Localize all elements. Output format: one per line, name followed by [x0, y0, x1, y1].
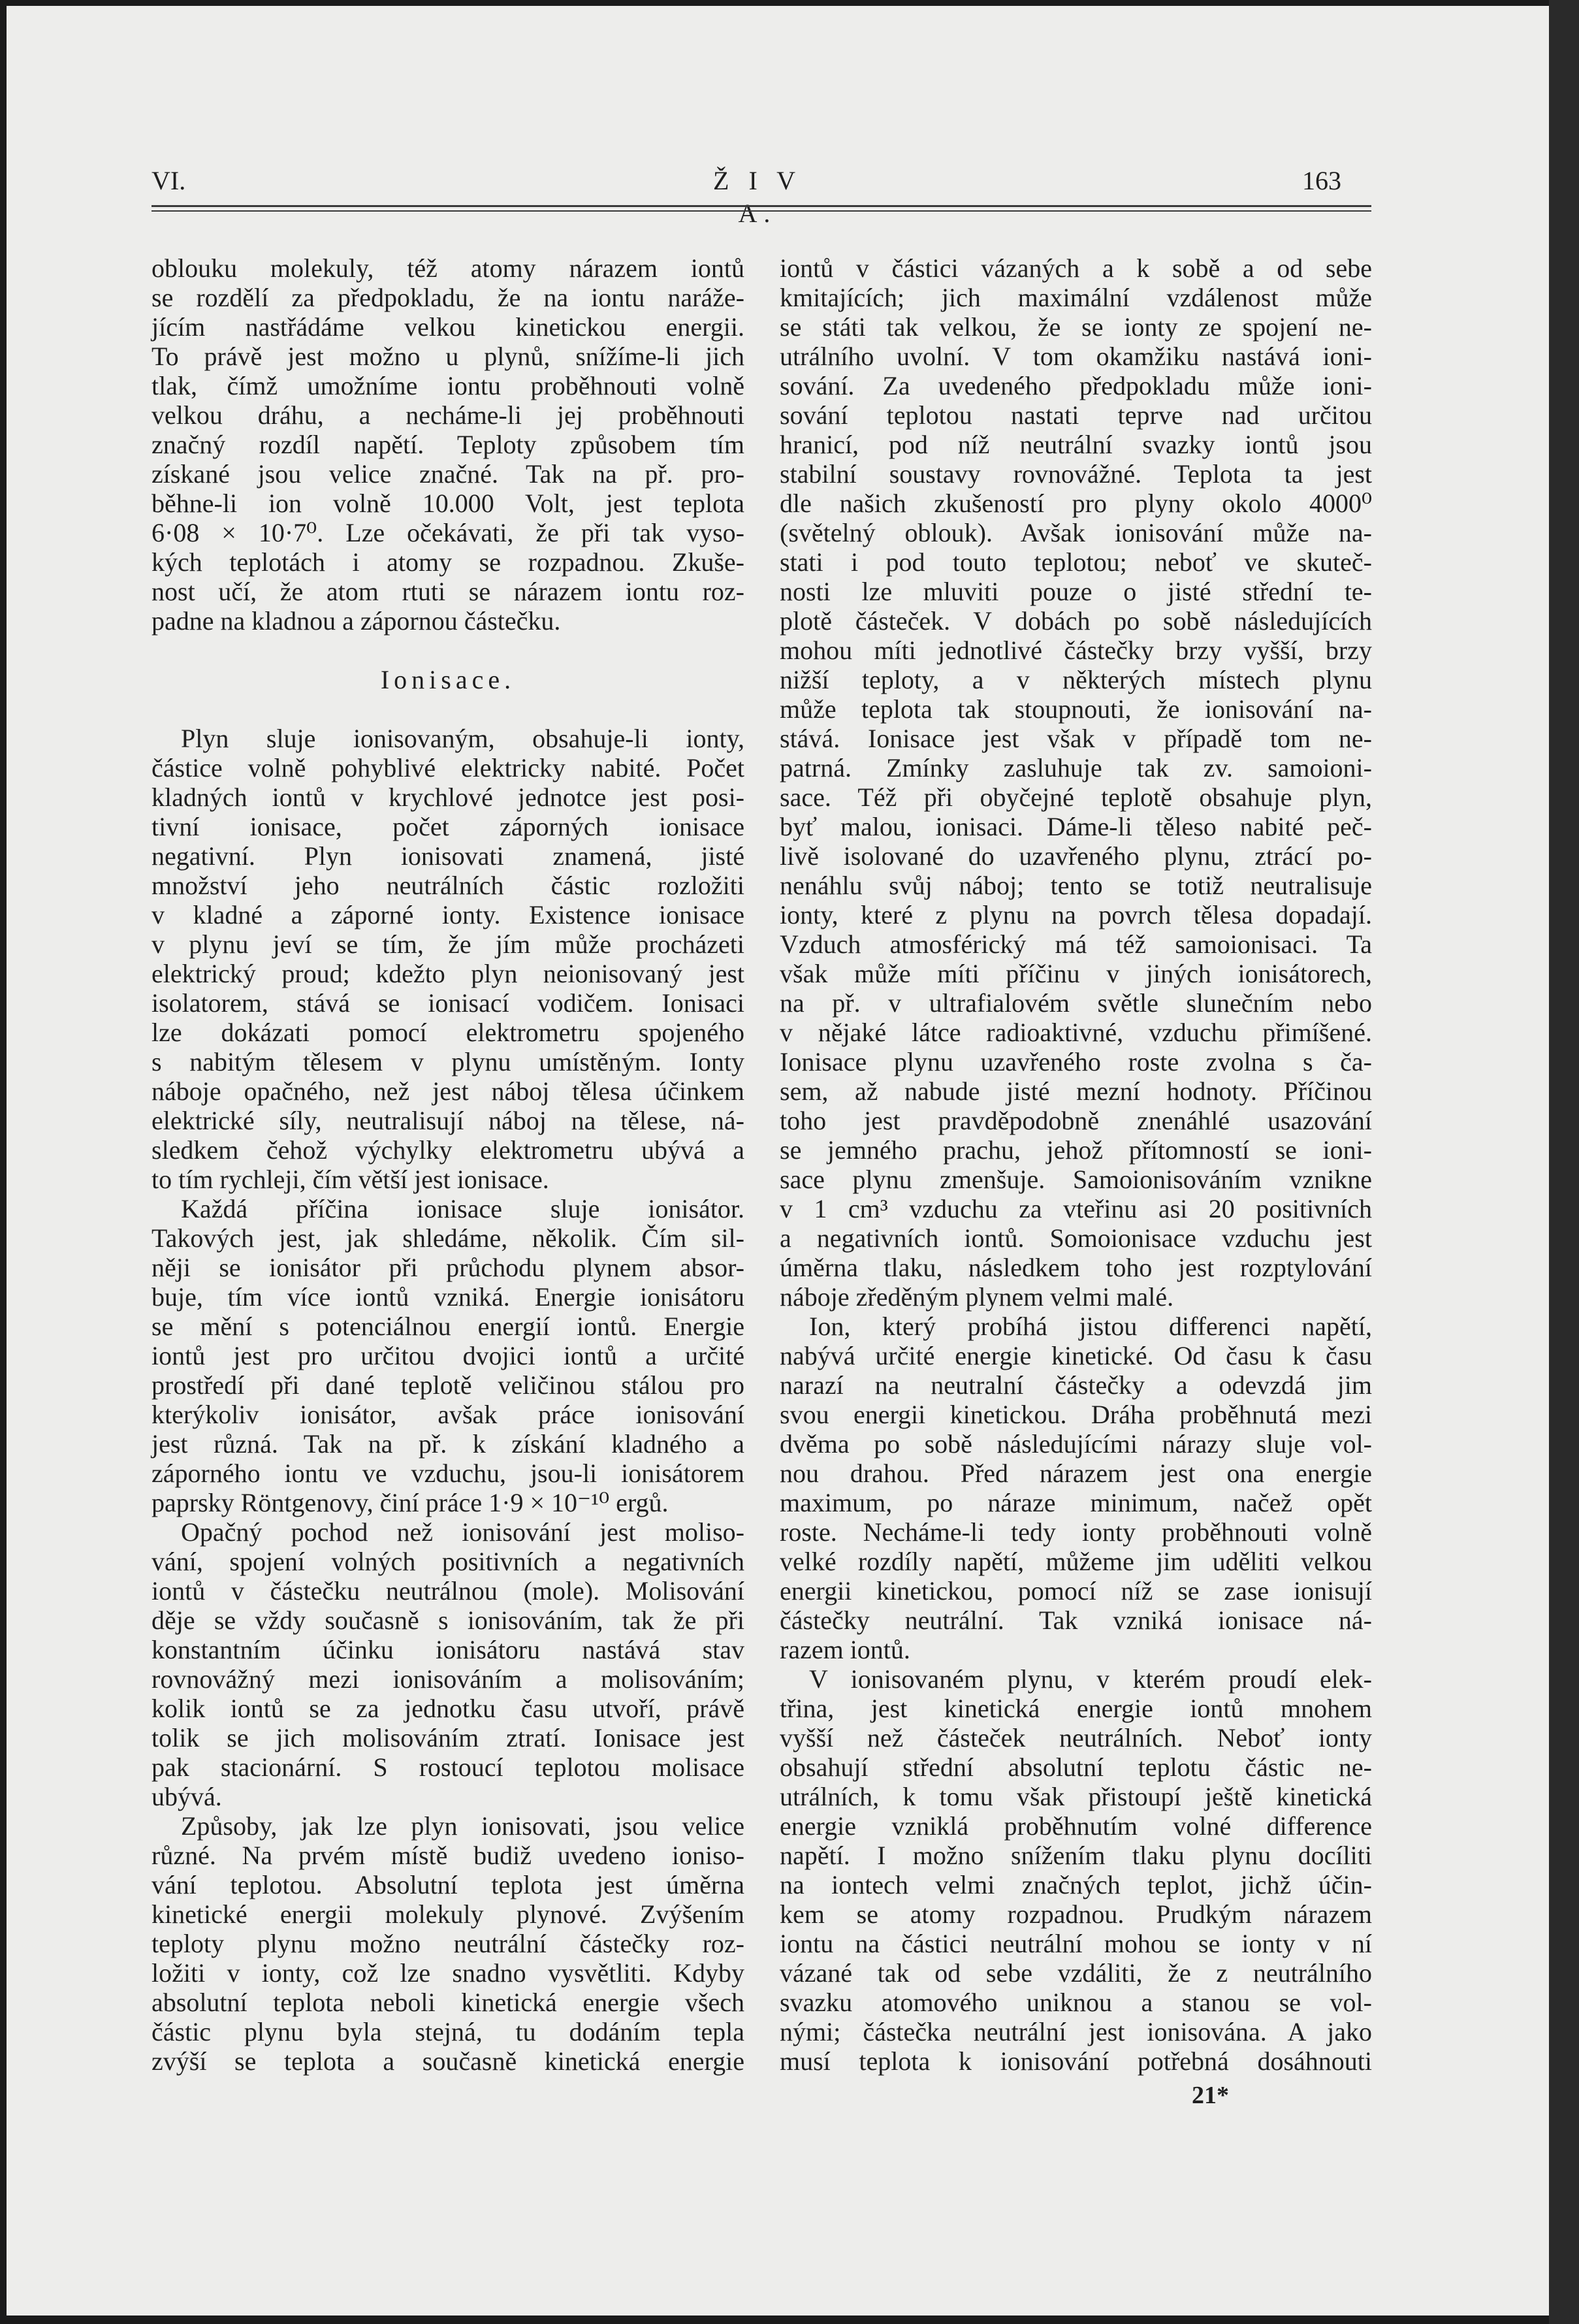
- text-line: Plyn sluje ionisovaným, obsahuje-li ionty,: [181, 724, 744, 753]
- paragraph: [152, 724, 744, 1194]
- section-heading-block: [152, 636, 744, 724]
- text-line: v kladné a záporné ionty. Existence ionisace: [152, 900, 744, 929]
- text-line: V ionisovaném plynu, v kterém proudí elek-: [809, 1664, 1372, 1694]
- text-line: jest různá. Tak na př. k získání kladného a: [152, 1429, 744, 1459]
- text-line: kem se atomy rozpadnou. Prudkým nárazem: [780, 1899, 1372, 1929]
- text-line: vání teplotou. Absolutní teplota jest úměrna: [152, 1870, 744, 1899]
- text-line: iontů v částici vázaných a k sobě a od sebe: [780, 253, 1372, 283]
- text-line: sace plynu zmenšuje. Samoionisováním vznikne: [780, 1165, 1372, 1194]
- text-line: utrálního uvolní. V tom okamžiku nastává ioni-: [780, 342, 1372, 371]
- text-line: (světelný oblouk). Avšak ionisování může na-: [780, 518, 1372, 547]
- text-line: ionty, které z plynu na povrch tělesa dopadají.: [780, 900, 1372, 929]
- text-line: 6·08 × 10·7⁰. Lze očekávati, že při tak vyso-: [152, 518, 744, 547]
- text-line: kých teplotách i atomy se rozpadnou. Zkuše-: [152, 547, 744, 577]
- right-column: [780, 253, 1372, 2076]
- text-line: zvýší se teplota a současně kinetická energie: [152, 2046, 744, 2076]
- text-line: isolatorem, stává se ionisací vodičem. Ionisaci: [152, 988, 744, 1018]
- page-number: 163: [1302, 166, 1341, 195]
- text-line: oblouku molekuly, též atomy nárazem iontů: [152, 253, 744, 283]
- paragraph: [780, 1312, 1372, 1664]
- text-line: sledkem čehož výchylky elektrometru ubývá a: [152, 1135, 744, 1165]
- text-line: nosti lze mluviti pouze o jisté střední te-: [780, 577, 1372, 606]
- text-line: tivní ionisace, počet záporných ionisace: [152, 812, 744, 841]
- text-line: třina, jest kinetická energie iontů mnohem: [780, 1694, 1372, 1723]
- text-line: stati i pod touto teplotou; neboť ve skuteč-: [780, 547, 1372, 577]
- text-line: ložiti v ionty, což lze snadno vysvětliti. Kdyby: [152, 1958, 744, 1988]
- text-line: energie vzniklá proběhnutím volné difference: [780, 1811, 1372, 1841]
- text-line: patrná. Zmínky zasluhuje tak zv. samoioni-: [780, 753, 1372, 783]
- section-heading: Ionisace.: [380, 665, 516, 694]
- text-line: tlak, čímž umožníme iontu proběhnouti volně: [152, 371, 744, 400]
- text-line: jícím nastřádáme velkou kinetickou energii.: [152, 312, 744, 342]
- text-line: tolik se jich molisováním ztratí. Ionisace jest: [152, 1723, 744, 1752]
- text-line: nenáhlu svůj náboj; tento se totiž neutralisuje: [780, 871, 1372, 900]
- text-line: energii kinetickou, pomocí níž se zase ionisují: [780, 1576, 1372, 1606]
- text-line: narazí na neutralní částečky a odevzdá jim: [780, 1370, 1372, 1400]
- text-line: stává. Ionisace jest však v případě tom ne-: [780, 724, 1372, 753]
- text-line: se rozdělí za předpokladu, že na iontu naráže-: [152, 283, 744, 312]
- left-column: [152, 253, 744, 2076]
- text-line: svou energii kinetickou. Dráha proběhnutá mezi: [780, 1400, 1372, 1429]
- paragraph: [152, 1194, 744, 1517]
- text-line: v nějaké látce radioaktivné, vzduchu přimíšené.: [780, 1018, 1372, 1047]
- text-line: kinetické energii molekuly plynové. Zvýšením: [152, 1899, 744, 1929]
- text-line: To právě jest možno u plynů, snížíme-li jich: [152, 342, 744, 371]
- text-line: částečky neutrální. Tak vzniká ionisace ná-: [780, 1606, 1372, 1635]
- text-line: sace. Též při obyčejné teplotě obsahuje plyn,: [780, 783, 1372, 812]
- text-line: v 1 cm³ vzduchu za vteřinu asi 20 positivních: [780, 1194, 1372, 1223]
- text-line: utrálních, k tomu však přistoupí ještě kinetická: [780, 1782, 1372, 1811]
- header-rule-top: [152, 205, 1371, 207]
- text-line: děje se vždy současně s ionisováním, tak že při: [152, 1606, 744, 1635]
- text-line: úměrna tlaku, následkem toho jest rozptylování: [780, 1253, 1372, 1282]
- text-line: napětí. I možno snížením tlaku plynu docíliti: [780, 1841, 1372, 1870]
- text-line: roste. Necháme-li tedy ionty proběhnouti volně: [780, 1517, 1372, 1547]
- text-line: se jemného prachu, jehož přítomností se ioni-: [780, 1135, 1372, 1165]
- text-line: částice volně pohyblivé elektricky nabité. Počet: [152, 753, 744, 783]
- paragraph: [152, 253, 744, 636]
- text-line: toho jest pravděpodobně znenáhlé usazování: [780, 1106, 1372, 1135]
- paragraph: [780, 1664, 1372, 2076]
- journal-title: Ž I V A.: [713, 166, 802, 228]
- text-line: velkou dráhu, a necháme-li jej proběhnouti: [152, 400, 744, 430]
- text-line: vázané tak od sebe vzdáliti, že z neutrálního: [780, 1958, 1372, 1988]
- text-line: vání, spojení volných positivních a negativních: [152, 1547, 744, 1576]
- scan-edge: [1549, 0, 1579, 2324]
- text-line: byť malou, ionisaci. Dáme-li těleso nabité peč-: [780, 812, 1372, 841]
- text-line: livě isolované do uzavřeného plynu, ztrácí po-: [780, 841, 1372, 871]
- text-line: různé. Na prvém místě budiž uvedeno ioniso-: [152, 1841, 744, 1870]
- text-line: absolutní teplota neboli kinetická energie všech: [152, 1988, 744, 2017]
- text-line: částic plynu byla stejná, tu dodáním tepla: [152, 2017, 744, 2046]
- text-line: kmitajících; jich maximální vzdálenost může: [780, 283, 1372, 312]
- text-line: lze dokázati pomocí elektrometru spojeného: [152, 1018, 744, 1047]
- text-line: dvěma po sobě následujícími nárazy sluje vol-: [780, 1429, 1372, 1459]
- paragraph: [780, 253, 1372, 1312]
- text-line: elektrický proud; kdežto plyn neionisovaný jest: [152, 959, 744, 988]
- volume-number: VI.: [152, 166, 186, 195]
- text-line: svazku atomového uniknou a stanou se vol-: [780, 1988, 1372, 2017]
- text-line: na př. v ultrafialovém světle slunečním nebo: [780, 988, 1372, 1018]
- text-line: mohou míti jednotlivé částečky brzy vyšší, brzy: [780, 636, 1372, 665]
- text-line: nižší teploty, a v některých místech plynu: [780, 665, 1372, 694]
- text-line: maximum, po náraze minimum, načež opět: [780, 1488, 1372, 1517]
- text-line: nost učí, že atom rtuti se nárazem iontu roz-: [152, 577, 744, 606]
- text-line: teploty plynu možno neutrální částečky roz-: [152, 1929, 744, 1958]
- text-line: sování teplotou nastati teprve nad určitou: [780, 400, 1372, 430]
- text-line: to tím rychleji, čím větší jest ionisace.: [152, 1165, 549, 1194]
- text-line: kterýkoliv ionisátor, avšak práce ionisování: [152, 1400, 744, 1429]
- text-line: buje, tím více iontů vzniká. Energie ionisátoru: [152, 1282, 744, 1312]
- text-line: obsahují střední absolutní teplotu částic ne-: [780, 1752, 1372, 1782]
- text-line: a negativních iontů. Somoionisace vzduchu jest: [780, 1223, 1372, 1253]
- text-line: Každá příčina ionisace sluje ionisátor.: [181, 1194, 744, 1223]
- text-line: vyšší než částeček neutrálních. Neboť ionty: [780, 1723, 1372, 1752]
- text-line: získané jsou velice značné. Tak na př. pro-: [152, 459, 744, 489]
- text-line: Ion, který probíhá jistou differenci napětí,: [809, 1312, 1372, 1341]
- text-line: iontu na částici neutrální mohou se ionty v ní: [780, 1929, 1372, 1958]
- paragraph: [152, 1811, 744, 2076]
- text-line: Opačný pochod než ionisování jest moliso-: [181, 1517, 744, 1547]
- text-line: kladných iontů v krychlové jednotce jest posi-: [152, 783, 744, 812]
- text-line: rovnovážný mezi ionisováním a molisováním;: [152, 1664, 744, 1694]
- text-line: padne na kladnou a zápornou částečku.: [152, 606, 561, 636]
- text-line: náboje zředěným plynem velmi malé.: [780, 1282, 1174, 1312]
- text-line: něji se ionisátor při průchodu plynem absor-: [152, 1253, 744, 1282]
- text-line: značný rozdíl napětí. Teploty způsobem tím: [152, 430, 744, 459]
- text-line: paprsky Röntgenovy, činí práce 1·9 × 10⁻¹⁰ ergů.: [152, 1488, 669, 1517]
- text-line: nabývá určité energie kinetické. Od času k času: [780, 1341, 1372, 1370]
- paragraph: [152, 1517, 744, 1811]
- text-line: Způsoby, jak lze plyn ionisovati, jsou velice: [181, 1811, 744, 1841]
- text-line: konstantním účinku ionisátoru nastává stav: [152, 1635, 744, 1664]
- text-line: sem, až nabude jisté mezní hodnoty. Příčinou: [780, 1076, 1372, 1106]
- text-line: Ionisace plynu uzavřeného roste zvolna s ča-: [780, 1047, 1372, 1076]
- text-line: s nabitým tělesem v plynu umístěným. Ionty: [152, 1047, 744, 1076]
- text-line: velké rozdíly napětí, můžeme jim uděliti velkou: [780, 1547, 1372, 1576]
- text-line: hranicí, pod níž neutrální svazky iontů jsou: [780, 430, 1372, 459]
- text-line: běhne-li ion volně 10.000 Volt, jest teplota: [152, 489, 744, 518]
- text-line: nou drahou. Před nárazem jest ona energie: [780, 1459, 1372, 1488]
- text-line: musí teplota k ionisování potřebná dosáhnouti: [780, 2046, 1372, 2076]
- text-line: se státi tak velkou, že se ionty ze spojení ne-: [780, 312, 1372, 342]
- text-line: ubývá.: [152, 1782, 222, 1811]
- text-line: záporného iontu ve vzduchu, jsou-li ionisátorem: [152, 1459, 744, 1488]
- text-line: náboje opačného, než jest náboj tělesa účinkem: [152, 1076, 744, 1106]
- text-line: kolik iontů se za jednotku času utvoří, právě: [152, 1694, 744, 1723]
- text-line: dle našich zkušeností pro plyny okolo 4000⁰: [780, 489, 1372, 518]
- text-line: se mění s potenciálnou energií iontů. Energie: [152, 1312, 744, 1341]
- text-line: sování. Za uvedeného předpokladu může ioni-: [780, 371, 1372, 400]
- text-line: prostředí při dané teplotě veličinou stálou pro: [152, 1370, 744, 1400]
- text-line: iontů jest pro určitou dvojici iontů a určité: [152, 1341, 744, 1370]
- text-line: na iontech velmi značných teplot, jichž účin-: [780, 1870, 1372, 1899]
- text-line: plotě částeček. V dobách po sobě následujících: [780, 606, 1372, 636]
- text-line: v plynu jeví se tím, že jím může procházeti: [152, 929, 744, 959]
- text-line: stabilní soustavy rovnovážné. Teplota ta jest: [780, 459, 1372, 489]
- text-line: elektrické síly, neutralisují náboj na tělese, ná-: [152, 1106, 744, 1135]
- text-line: Takových jest, jak shledáme, několik. Čím sil-: [152, 1223, 744, 1253]
- text-line: negativní. Plyn ionisovati znamená, jisté: [152, 841, 744, 871]
- text-line: razem iontů.: [780, 1635, 910, 1664]
- text-line: množství jeho neutrálních částic rozložiti: [152, 871, 744, 900]
- signature-mark: 21*: [1192, 2082, 1229, 2109]
- text-line: nými; částečka neutrální jest ionisována. A jako: [780, 2017, 1372, 2046]
- text-line: může teplota tak stoupnouti, že ionisování na-: [780, 694, 1372, 724]
- text-line: Vzduch atmosférický má též samoionisaci. Ta: [780, 929, 1372, 959]
- header-rule-bottom: [152, 210, 1371, 212]
- text-line: pak stacionární. S rostoucí teplotou molisace: [152, 1752, 744, 1782]
- text-line: iontů v částečku neutrálnou (mole). Molisování: [152, 1576, 744, 1606]
- text-line: však může míti příčinu v jiných ionisátorech,: [780, 959, 1372, 988]
